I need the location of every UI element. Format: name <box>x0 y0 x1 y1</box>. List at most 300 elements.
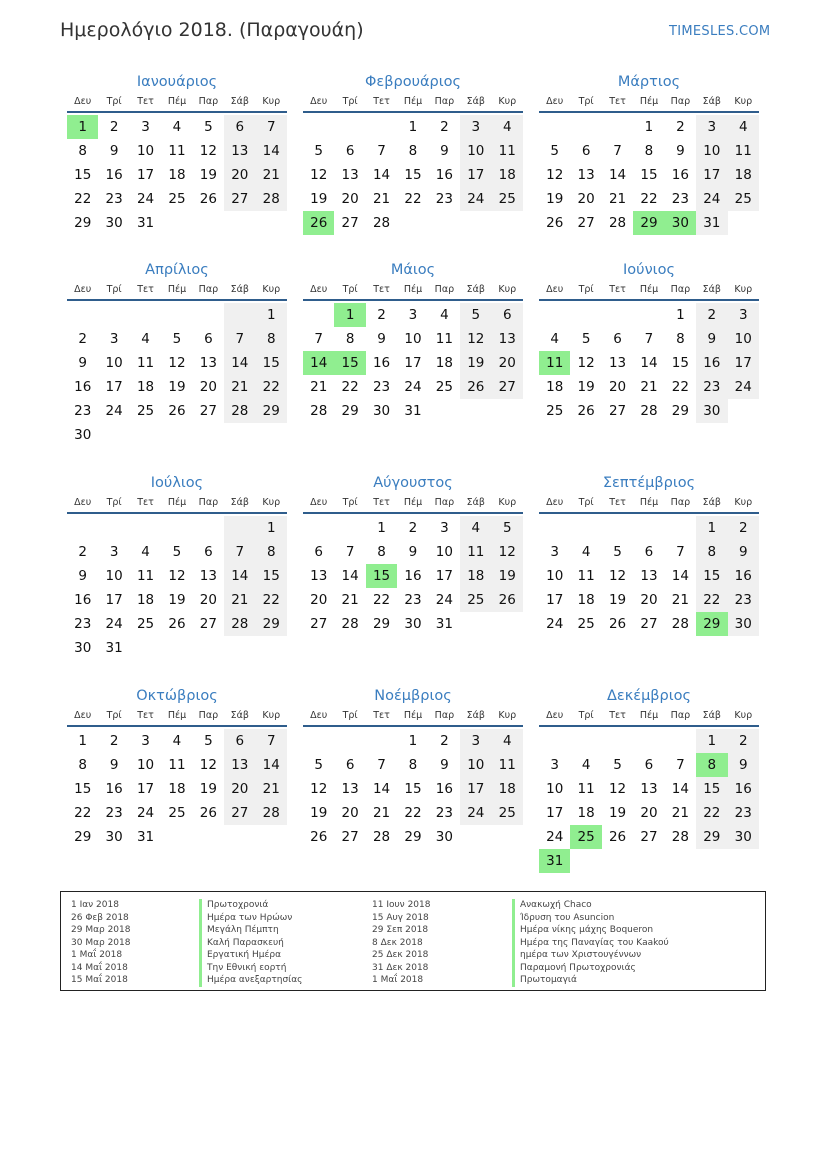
day-cell: 26 <box>577 403 595 419</box>
day-cell: 19 <box>577 379 595 395</box>
holiday-legend <box>60 891 766 991</box>
day-cell: 24 <box>105 616 123 632</box>
weekday-header <box>539 494 759 514</box>
weekday-label: Δευ <box>74 710 92 721</box>
day-cell: 27 <box>640 829 658 845</box>
day-cell: 5 <box>204 119 213 135</box>
empty-day-cell <box>98 303 129 327</box>
day-cell: 19 <box>310 191 328 207</box>
day-cell: 6 <box>224 115 255 139</box>
day-cell: 25 <box>435 379 453 395</box>
day-cell: 27 <box>224 801 255 825</box>
day-cell: 27 <box>577 215 595 231</box>
day-cell: 8 <box>78 757 87 773</box>
day-cell: 9 <box>78 355 87 371</box>
day-cell: 9 <box>696 327 727 351</box>
day-cell: 25 <box>460 588 491 612</box>
day-cell: 28 <box>608 215 627 231</box>
weekday-label: Σάβ <box>230 96 249 107</box>
day-cell: 12 <box>310 167 328 183</box>
day-cell: 11 <box>168 757 186 773</box>
page-title: Ημερολόγιο 2018. (Παραγουάη) <box>60 19 364 41</box>
day-cell: 18 <box>460 564 491 588</box>
day-cell: 31 <box>696 211 727 235</box>
empty-day-cell <box>303 729 334 753</box>
day-cell: 3 <box>440 520 449 536</box>
day-cell: 14 <box>671 781 689 797</box>
day-cell: 21 <box>224 588 255 612</box>
weekday-label: Τρί <box>106 497 122 508</box>
holiday-name: Καλή Παρασκευή <box>199 937 302 950</box>
weekday-label: Κυρ <box>498 497 517 508</box>
day-grid <box>539 729 759 873</box>
empty-day-cell <box>193 516 224 540</box>
day-grid <box>539 115 759 235</box>
day-cell: 23 <box>728 588 759 612</box>
day-cell: 1 <box>696 516 727 540</box>
day-cell: 19 <box>199 167 217 183</box>
day-cell: 28 <box>640 403 658 419</box>
empty-day-cell <box>161 303 192 327</box>
day-cell: 1 <box>377 520 386 536</box>
weekday-header <box>67 281 287 301</box>
day-cell: 13 <box>577 167 595 183</box>
weekday-label: Παρ <box>434 284 455 295</box>
day-cell: 21 <box>341 592 359 608</box>
day-cell: 19 <box>460 351 491 375</box>
day-cell: 2 <box>109 119 119 135</box>
day-cell: 26 <box>199 191 217 207</box>
weekday-label: Πέμ <box>167 284 187 295</box>
day-cell: 24 <box>460 187 491 211</box>
day-cell: 7 <box>224 540 255 564</box>
day-cell: 30 <box>74 640 92 656</box>
month-calendar <box>539 259 759 423</box>
weekday-label: Πέμ <box>403 710 423 721</box>
weekday-label: Πέμ <box>167 497 187 508</box>
day-cell: 16 <box>404 568 422 584</box>
day-cell: 6 <box>581 143 591 159</box>
day-cell: 22 <box>256 588 287 612</box>
empty-day-cell <box>98 516 129 540</box>
day-cell: 22 <box>696 588 727 612</box>
day-cell: 1 <box>676 307 685 323</box>
day-cell: 12 <box>608 568 627 584</box>
day-cell: 9 <box>728 540 759 564</box>
day-cell: 24 <box>136 191 155 207</box>
holiday-name: Παραμονή Πρωτοχρονιάς <box>512 962 669 975</box>
day-cell: 20 <box>577 191 595 207</box>
day-cell: 29 <box>696 825 727 849</box>
month-name: Απρίλιος <box>145 262 209 278</box>
month-calendar <box>67 472 287 660</box>
weekday-label: Παρ <box>670 96 691 107</box>
day-cell: 6 <box>644 544 654 560</box>
day-cell: 28 <box>256 801 287 825</box>
day-cell: 9 <box>440 757 449 773</box>
holiday-date: 11 Ιουν 2018 <box>372 900 431 910</box>
day-cell: 21 <box>256 163 287 187</box>
day-cell: 27 <box>608 403 627 419</box>
day-cell: 18 <box>435 355 453 371</box>
weekday-label: Δευ <box>310 497 328 508</box>
day-cell: 14 <box>224 351 255 375</box>
weekday-label: Τετ <box>609 284 626 295</box>
day-cell: 10 <box>105 355 123 371</box>
day-cell: 22 <box>372 592 391 608</box>
weekday-label: Παρ <box>198 96 219 107</box>
day-cell: 16 <box>74 379 92 395</box>
weekday-label: Κυρ <box>734 96 753 107</box>
day-cell: 17 <box>460 163 491 187</box>
weekday-label: Παρ <box>434 710 455 721</box>
day-grid <box>67 729 287 849</box>
day-cell: 30 <box>105 215 123 231</box>
day-cell: 23 <box>728 801 759 825</box>
holiday-date: 15 Μαΐ 2018 <box>71 975 128 985</box>
day-cell: 25 <box>136 616 155 632</box>
day-cell: 27 <box>341 829 359 845</box>
holiday-date: 30 Μαρ 2018 <box>71 937 131 948</box>
brand-link[interactable]: TIMESLES.COM <box>669 24 771 39</box>
weekday-label: Τετ <box>373 710 390 721</box>
day-cell: 10 <box>460 139 491 163</box>
day-cell: 3 <box>550 757 559 773</box>
day-cell: 30 <box>372 403 391 419</box>
month-calendar <box>303 685 523 849</box>
day-cell: 6 <box>314 544 323 560</box>
month-name: Σεπτέμβριος <box>602 475 696 491</box>
day-cell: 10 <box>105 568 123 584</box>
legend-dates-right <box>372 899 430 987</box>
day-cell: 26 <box>608 616 627 632</box>
day-cell: 24 <box>696 187 727 211</box>
day-cell: 12 <box>577 355 595 371</box>
day-cell: 20 <box>224 163 255 187</box>
day-cell: 15 <box>256 564 287 588</box>
day-cell: 16 <box>728 777 759 801</box>
day-cell: 4 <box>460 516 491 540</box>
day-cell: 17 <box>696 163 727 187</box>
weekday-label: Δευ <box>74 284 92 295</box>
weekday-label: Τετ <box>609 710 626 721</box>
weekday-label: Δευ <box>310 284 328 295</box>
day-cell: 6 <box>492 303 523 327</box>
day-cell: 26 <box>310 829 328 845</box>
day-cell: 2 <box>377 307 386 323</box>
weekday-label: Πέμ <box>167 710 187 721</box>
day-cell: 10 <box>404 331 422 347</box>
day-cell: 26 <box>168 616 186 632</box>
day-cell: 21 <box>310 379 328 395</box>
day-cell: 4 <box>581 757 591 773</box>
day-cell: 24 <box>728 375 759 399</box>
day-cell: 4 <box>550 331 559 347</box>
day-cell: 5 <box>172 544 182 560</box>
day-cell: 8 <box>644 143 654 159</box>
day-cell: 8 <box>345 331 355 347</box>
day-cell: 22 <box>256 375 287 399</box>
day-cell: 1 <box>334 303 365 327</box>
day-cell: 19 <box>608 805 627 821</box>
day-cell: 19 <box>168 379 186 395</box>
day-cell: 21 <box>671 592 689 608</box>
holiday-date: 29 Σεπ 2018 <box>372 925 429 935</box>
day-cell: 18 <box>546 379 564 395</box>
month-name: Ιανουάριος <box>136 74 218 90</box>
day-cell: 7 <box>377 757 386 773</box>
empty-day-cell <box>570 516 601 540</box>
day-cell: 17 <box>136 167 155 183</box>
holiday-date: 31 Δεκ 2018 <box>372 962 429 973</box>
legend-names-right <box>512 899 669 987</box>
empty-day-cell <box>602 115 633 139</box>
holiday-date: 8 Δεκ 2018 <box>372 937 423 948</box>
weekday-label: Τρί <box>342 96 358 107</box>
day-cell: 3 <box>550 544 559 560</box>
day-cell: 5 <box>314 757 323 773</box>
empty-day-cell <box>665 516 696 540</box>
day-grid <box>67 115 287 235</box>
day-cell: 30 <box>74 427 92 443</box>
day-cell: 1 <box>256 303 287 327</box>
day-cell: 11 <box>492 753 523 777</box>
day-cell: 30 <box>728 825 759 849</box>
day-cell: 2 <box>408 520 418 536</box>
day-cell: 26 <box>546 215 564 231</box>
day-cell: 16 <box>435 167 453 183</box>
weekday-header <box>539 281 759 301</box>
holiday-date: 1 Μαΐ 2018 <box>71 950 123 960</box>
weekday-label: Πέμ <box>167 96 187 107</box>
day-cell: 2 <box>440 119 449 135</box>
day-cell: 27 <box>224 187 255 211</box>
day-cell: 2 <box>728 516 759 540</box>
day-cell: 3 <box>141 733 150 749</box>
day-cell: 2 <box>440 733 449 749</box>
day-cell: 3 <box>460 729 491 753</box>
day-cell: 3 <box>109 544 119 560</box>
day-cell: 16 <box>372 355 391 371</box>
day-cell: 8 <box>408 757 418 773</box>
day-cell: 26 <box>199 805 217 821</box>
weekday-label: Κυρ <box>498 96 517 107</box>
day-cell: 27 <box>310 616 328 632</box>
day-grid <box>303 729 523 849</box>
day-cell: 13 <box>310 568 328 584</box>
day-cell: 8 <box>676 331 685 347</box>
day-cell: 12 <box>199 757 217 773</box>
holiday-date: 14 Μαΐ 2018 <box>71 962 128 973</box>
day-cell: 21 <box>640 379 658 395</box>
day-cell: 15 <box>366 564 397 588</box>
weekday-header <box>67 494 287 514</box>
day-cell: 14 <box>671 568 689 584</box>
day-cell: 31 <box>136 215 155 231</box>
day-cell: 13 <box>341 167 359 183</box>
day-cell: 26 <box>168 403 186 419</box>
weekday-label: Πέμ <box>403 284 423 295</box>
day-cell: 9 <box>109 143 119 159</box>
day-cell: 20 <box>224 777 255 801</box>
day-cell: 17 <box>460 777 491 801</box>
day-cell: 22 <box>74 805 92 821</box>
month-calendar <box>539 71 759 235</box>
day-cell: 21 <box>372 191 391 207</box>
day-cell: 11 <box>728 139 759 163</box>
day-cell: 12 <box>546 167 564 183</box>
day-cell: 25 <box>492 801 523 825</box>
day-cell: 6 <box>224 729 255 753</box>
day-cell: 20 <box>640 592 658 608</box>
day-cell: 10 <box>696 139 727 163</box>
day-cell: 12 <box>460 327 491 351</box>
holiday-name: Πρωτοχρονιά <box>199 899 302 912</box>
day-cell: 30 <box>728 612 759 636</box>
month-name: Φεβρουάριος <box>364 74 462 90</box>
empty-day-cell <box>193 303 224 327</box>
weekday-label: Πέμ <box>403 96 423 107</box>
weekday-label: Πέμ <box>403 497 423 508</box>
day-cell: 7 <box>224 327 255 351</box>
weekday-label: Τετ <box>137 96 154 107</box>
empty-day-cell <box>67 303 98 327</box>
day-cell: 24 <box>404 379 422 395</box>
weekday-label: Σάβ <box>702 497 721 508</box>
weekday-label: Δευ <box>310 710 328 721</box>
day-cell: 5 <box>613 544 622 560</box>
day-cell: 29 <box>671 403 689 419</box>
day-cell: 16 <box>671 167 689 183</box>
day-cell: 5 <box>172 331 182 347</box>
month-calendar <box>303 71 523 235</box>
day-cell: 11 <box>435 331 453 347</box>
weekday-label: Τρί <box>342 710 358 721</box>
weekday-label: Δευ <box>546 710 564 721</box>
day-cell: 16 <box>696 351 727 375</box>
day-cell: 25 <box>570 825 601 849</box>
empty-day-cell <box>224 516 255 540</box>
day-cell: 18 <box>136 592 155 608</box>
empty-day-cell <box>665 729 696 753</box>
day-cell: 30 <box>404 616 422 632</box>
day-cell: 8 <box>256 327 287 351</box>
day-cell: 6 <box>644 757 654 773</box>
holiday-date: 25 Δεκ 2018 <box>372 950 429 960</box>
day-cell: 23 <box>74 616 92 632</box>
holiday-date: 29 Μαρ 2018 <box>71 925 131 935</box>
day-cell: 20 <box>341 805 359 821</box>
day-cell: 29 <box>372 616 391 632</box>
month-name: Μάιος <box>390 262 436 278</box>
day-cell: 9 <box>78 568 87 584</box>
day-cell: 8 <box>696 753 727 777</box>
month-calendar <box>67 259 287 447</box>
day-cell: 7 <box>676 757 685 773</box>
month-name: Ιούνιος <box>623 262 675 278</box>
day-cell: 18 <box>492 163 523 187</box>
weekday-label: Πέμ <box>639 284 659 295</box>
day-cell: 15 <box>671 355 689 371</box>
day-cell: 28 <box>310 403 328 419</box>
day-cell: 25 <box>577 616 595 632</box>
day-cell: 12 <box>492 540 523 564</box>
day-cell: 7 <box>314 331 323 347</box>
day-cell: 9 <box>676 143 685 159</box>
day-cell: 18 <box>577 805 595 821</box>
day-cell: 23 <box>372 379 391 395</box>
day-cell: 5 <box>492 516 523 540</box>
holiday-name: Ανακωχή Chaco <box>512 899 669 912</box>
holiday-name: Ίδρυση του Asuncion <box>512 912 669 925</box>
empty-day-cell <box>570 115 601 139</box>
day-cell: 23 <box>105 191 123 207</box>
weekday-label: Παρ <box>670 497 691 508</box>
day-cell: 4 <box>141 331 150 347</box>
day-grid <box>67 516 287 660</box>
weekday-label: Παρ <box>670 710 691 721</box>
day-cell: 5 <box>204 733 213 749</box>
day-cell: 11 <box>168 143 186 159</box>
weekday-label: Παρ <box>434 497 455 508</box>
day-cell: 25 <box>728 187 759 211</box>
day-cell: 15 <box>696 777 727 801</box>
day-cell: 15 <box>404 781 422 797</box>
holiday-name: Μεγάλη Πέμπτη <box>199 924 302 937</box>
month-name: Αύγουστος <box>373 475 453 491</box>
day-cell: 10 <box>435 544 453 560</box>
day-cell: 8 <box>78 143 87 159</box>
weekday-label: Σάβ <box>230 710 249 721</box>
day-cell: 5 <box>550 143 559 159</box>
weekday-label: Τρί <box>578 284 594 295</box>
day-cell: 13 <box>199 568 217 584</box>
day-cell: 13 <box>199 355 217 371</box>
day-cell: 2 <box>78 544 87 560</box>
day-cell: 13 <box>640 568 658 584</box>
weekday-label: Σάβ <box>702 710 721 721</box>
day-cell: 9 <box>408 544 418 560</box>
weekday-label: Κυρ <box>734 710 753 721</box>
day-cell: 16 <box>74 592 92 608</box>
day-cell: 9 <box>440 143 449 159</box>
empty-day-cell <box>633 516 664 540</box>
day-cell: 19 <box>492 564 523 588</box>
day-cell: 18 <box>577 592 595 608</box>
day-cell: 17 <box>728 351 759 375</box>
day-cell: 7 <box>256 729 287 753</box>
month-name: Οκτώβριος <box>136 688 218 704</box>
weekday-label: Παρ <box>670 284 691 295</box>
day-cell: 3 <box>408 307 418 323</box>
day-cell: 16 <box>105 781 123 797</box>
day-cell: 28 <box>372 215 391 231</box>
weekday-label: Σάβ <box>702 284 721 295</box>
day-cell: 11 <box>577 568 595 584</box>
weekday-label: Παρ <box>198 284 219 295</box>
day-cell: 22 <box>404 191 422 207</box>
day-cell: 29 <box>256 612 287 636</box>
day-cell: 8 <box>696 540 727 564</box>
weekday-label: Σάβ <box>230 284 249 295</box>
day-cell: 17 <box>136 781 155 797</box>
day-cell: 31 <box>105 640 123 656</box>
day-cell: 26 <box>608 829 627 845</box>
day-cell: 14 <box>640 355 658 371</box>
month-name: Μάρτιος <box>617 74 681 90</box>
day-cell: 18 <box>136 379 155 395</box>
day-cell: 3 <box>460 115 491 139</box>
